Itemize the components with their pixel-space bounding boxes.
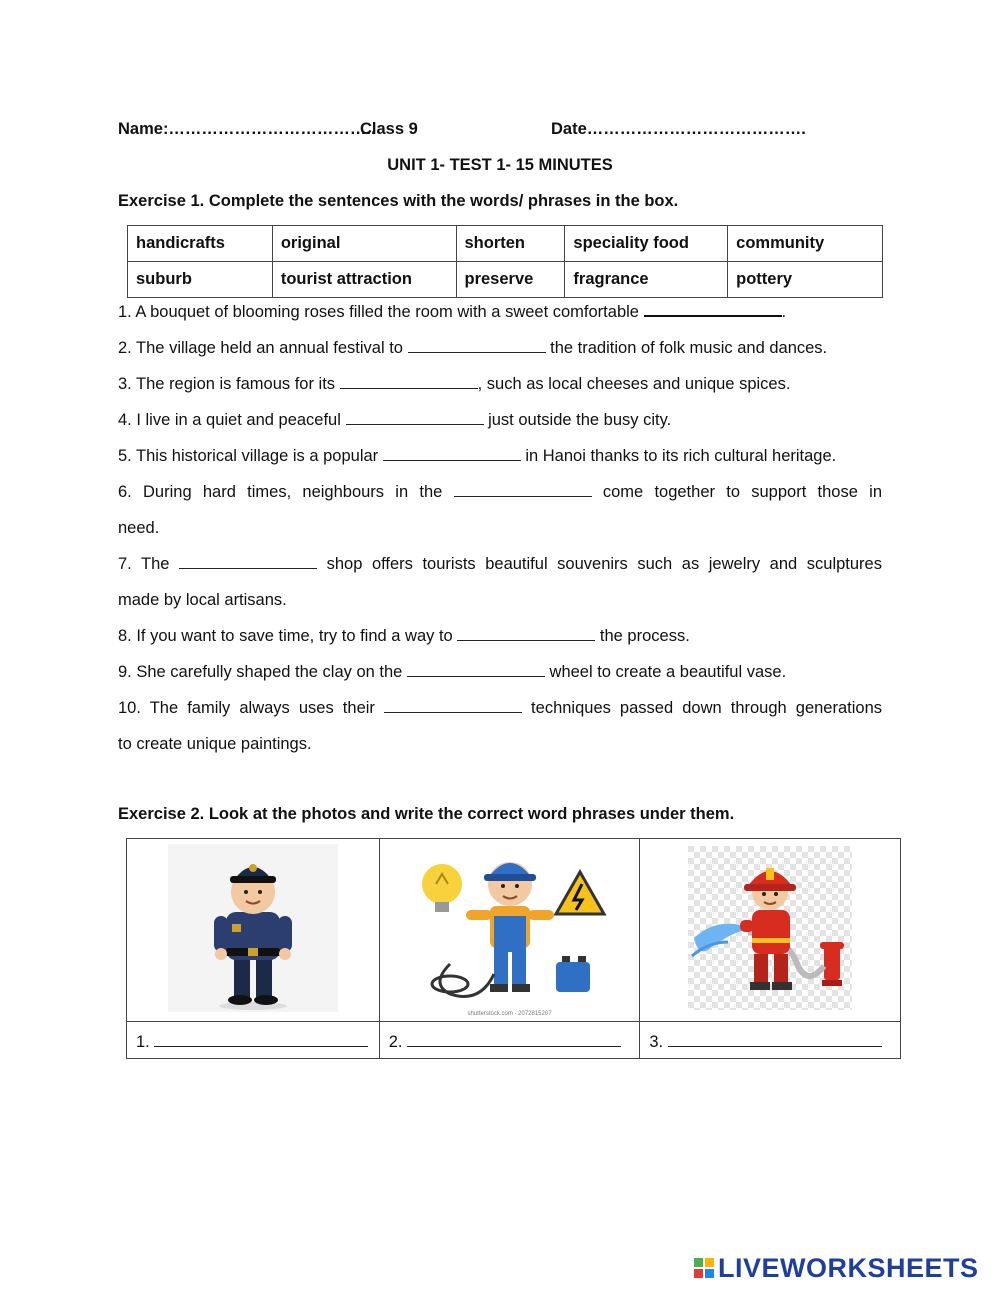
- photo-cell-3: [640, 839, 901, 1022]
- sentence-text: come together to support those in: [591, 483, 882, 501]
- answer-cell-2: [379, 1022, 640, 1059]
- sentence-text: 2. The village held an annual festival to: [118, 339, 408, 357]
- answer-blank-1[interactable]: [644, 297, 782, 317]
- sentence-7-continuation: made by local artisans.: [118, 591, 287, 609]
- sentence-text: in Hanoi thanks to its rich cultural heritage.: [520, 447, 837, 465]
- sentence-text: techniques passed down through generations: [521, 699, 882, 717]
- answer-number: 1.: [136, 1033, 150, 1051]
- exercise1-title: Exercise 1. Complete the sentences with the words/ phrases in the box.: [118, 192, 679, 210]
- word-box-row: [128, 226, 883, 262]
- sentence-text: 8. If you want to save time, try to find a way to: [118, 627, 458, 645]
- logo-mark-icon: [694, 1258, 714, 1278]
- sentence-text: the tradition of folk music and dances.: [545, 339, 828, 357]
- sentence-text: 9. She carefully shaped the clay on the: [118, 663, 407, 681]
- word-box-cell: tourist attraction: [272, 262, 456, 298]
- answer-number: 3.: [649, 1033, 664, 1051]
- firefighter-icon: [688, 846, 852, 1010]
- sentence-text: , such as local cheeses and unique spices.: [477, 375, 791, 393]
- word-box-cell: original: [272, 226, 456, 262]
- answer-number: 2.: [388, 1033, 403, 1051]
- sentence-text: 3. The region is famous for its: [118, 375, 340, 393]
- photo-cell-2: [379, 839, 640, 1022]
- word-box-cell: handicrafts: [128, 226, 273, 262]
- word-box-cell: preserve: [456, 262, 565, 298]
- sentence-3: [118, 366, 882, 402]
- sentence-5: [118, 438, 882, 474]
- answer-cell-3: [640, 1022, 901, 1059]
- image-watermark: shutterstock.com · 2072815207: [467, 1010, 552, 1017]
- answer-blank-5[interactable]: [383, 442, 521, 461]
- sentence-text: shop offers tourists beautiful souvenirs such as jewelry and sculptures: [317, 555, 882, 573]
- photo-answer-input-1[interactable]: [154, 1028, 368, 1047]
- answer-blank-3[interactable]: [340, 370, 478, 389]
- word-box-cell: shorten: [456, 226, 565, 262]
- sentence-text: 6. During hard times, neighbours in the: [118, 483, 454, 501]
- sentence-text: 7. The: [118, 555, 180, 573]
- photo-cell-1: [127, 839, 380, 1022]
- photo-table: [126, 838, 901, 1059]
- answer-blank-9[interactable]: [407, 658, 545, 677]
- sentence-text: 4. I live in a quiet and peaceful: [118, 411, 346, 429]
- class-label: Class 9: [360, 120, 418, 138]
- word-box-cell: community: [728, 226, 883, 262]
- unit-title: UNIT 1- TEST 1- 15 MINUTES: [387, 156, 613, 174]
- sentence-10: [118, 690, 882, 726]
- photo-answer-input-2[interactable]: [407, 1028, 621, 1047]
- sentence-6-continuation: need.: [118, 519, 160, 537]
- answer-blank-4[interactable]: [346, 406, 484, 425]
- sentence-8: [118, 618, 882, 654]
- word-box-cell: fragrance: [565, 262, 728, 298]
- photo-row: [127, 839, 901, 1022]
- sentence-text: 5. This historical village is a popular: [118, 447, 383, 465]
- word-box-cell: speciality food: [565, 226, 728, 262]
- electrician-icon: [410, 844, 610, 1012]
- word-box-cell: pottery: [728, 262, 883, 298]
- answer-blank-2[interactable]: [408, 334, 546, 353]
- answer-row: [127, 1022, 901, 1059]
- sentence-7: [118, 546, 882, 582]
- sentence-text: 10. The family always uses their: [118, 699, 384, 717]
- word-box-row: [128, 262, 883, 298]
- answer-cell-1: [127, 1022, 380, 1059]
- logo-text: LIVEWORKSHEETS: [718, 1252, 979, 1283]
- photo-answer-input-3[interactable]: [668, 1028, 882, 1047]
- sentence-text: wheel to create a beautiful vase.: [544, 663, 787, 681]
- sentence-4: [118, 402, 882, 438]
- sentence-9: [118, 654, 882, 690]
- police-officer-icon: [168, 844, 338, 1012]
- sentence-text: the process.: [595, 627, 690, 645]
- sentence-text: just outside the busy city.: [483, 411, 672, 429]
- word-box-cell: suburb: [128, 262, 273, 298]
- sentence-2: [118, 330, 882, 366]
- sentence-10-continuation: to create unique paintings.: [118, 735, 312, 753]
- sentence-6: [118, 474, 882, 510]
- answer-blank-8[interactable]: [457, 622, 595, 641]
- sentence-1: [118, 294, 882, 330]
- sentence-text: .: [781, 303, 787, 321]
- exercise2-title: Exercise 2. Look at the photos and write the correct word phrases under them.: [118, 805, 735, 823]
- sentence-text: 1. A bouquet of blooming roses filled the room with a sweet comfortable: [118, 303, 644, 321]
- answer-blank-7[interactable]: [179, 550, 317, 569]
- word-box: [127, 225, 883, 298]
- answer-blank-10[interactable]: [384, 694, 522, 713]
- liveworksheets-logo: [694, 1250, 979, 1286]
- answer-blank-6[interactable]: [454, 478, 592, 497]
- name-field-label: Name:………………………………..: [118, 120, 376, 138]
- date-field-label: Date………………………………….: [551, 120, 806, 138]
